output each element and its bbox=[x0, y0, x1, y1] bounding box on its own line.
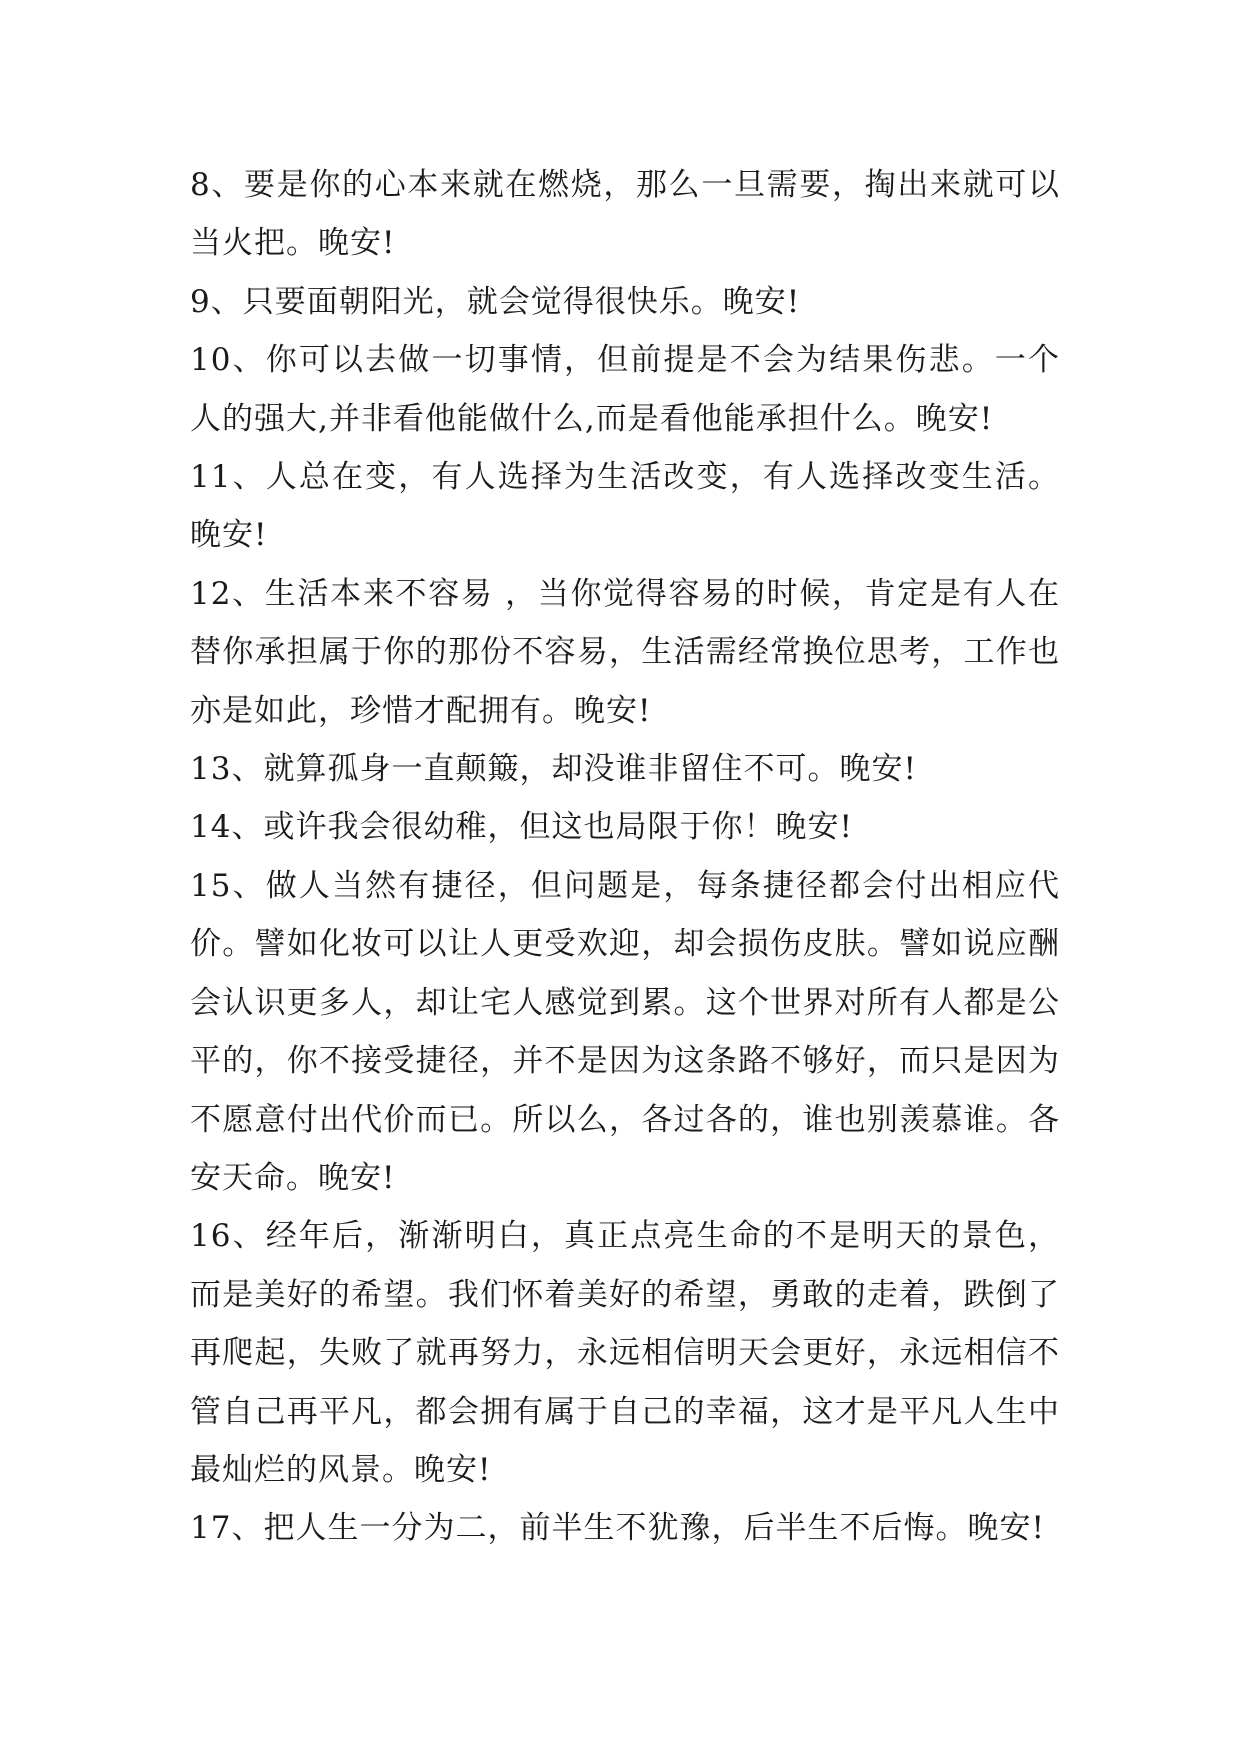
document-body bbox=[190, 156, 1060, 1558]
list-item-17: 17、把人生一分为二，前半生不犹豫，后半生不后悔。晚安! bbox=[190, 1510, 1045, 1547]
list-item-9: 9、只要面朝阳光，就会觉得很快乐。晚安! bbox=[190, 283, 801, 320]
list-item-14: 14、或许我会很幼稚，但这也局限于你！晚安! bbox=[190, 809, 853, 846]
list-item-10: 10、你可以去做一切事情，但前提是不会为结果伤悲。一个人的强大,并非看他能做什么,而是看他能承担什么。晚安! bbox=[190, 342, 1060, 437]
list-item-13: 13、就算孤身一直颠簸，却没谁非留住不可。晚安! bbox=[190, 751, 917, 788]
list-item-11: 11、人总在变，有人选择为生活改变，有人选择改变生活。晚安! bbox=[190, 459, 1060, 554]
list-item-15: 15、做人当然有捷径，但问题是，每条捷径都会付出相应代价。譬如化妆可以让人更受欢迎，却会损伤皮肤。譬如说应酬会认识更多人，却让宅人感觉到累。这个世界对所有人都是公平的，你不接受捷径，并不是因为这条路不够好，而只是因为不愿意付出代价而已。所以么，各过各的，谁也别羡慕谁。各安天命。晚安! bbox=[190, 867, 1060, 1196]
list-item-8: 8、要是你的心本来就在燃烧，那么一旦需要，掏出来就可以当火把。晚安! bbox=[190, 167, 1060, 262]
list-item-12: 12、生活本来不容易 ，当你觉得容易的时候，肯定是有人在替你承担属于你的那份不容易，生活需经常换位思考，工作也亦是如此，珍惜才配拥有。晚安! bbox=[190, 575, 1060, 729]
list-item-16: 16、经年后，渐渐明白，真正点亮生命的不是明天的景色，而是美好的希望。我们怀着美好的希望，勇敢的走着，跌倒了再爬起，失败了就再努力，永远相信明天会更好，永远相信不管自己再平凡，都会拥有属于自己的幸福，这才是平凡人生中最灿烂的风景。晚安! bbox=[190, 1218, 1060, 1488]
